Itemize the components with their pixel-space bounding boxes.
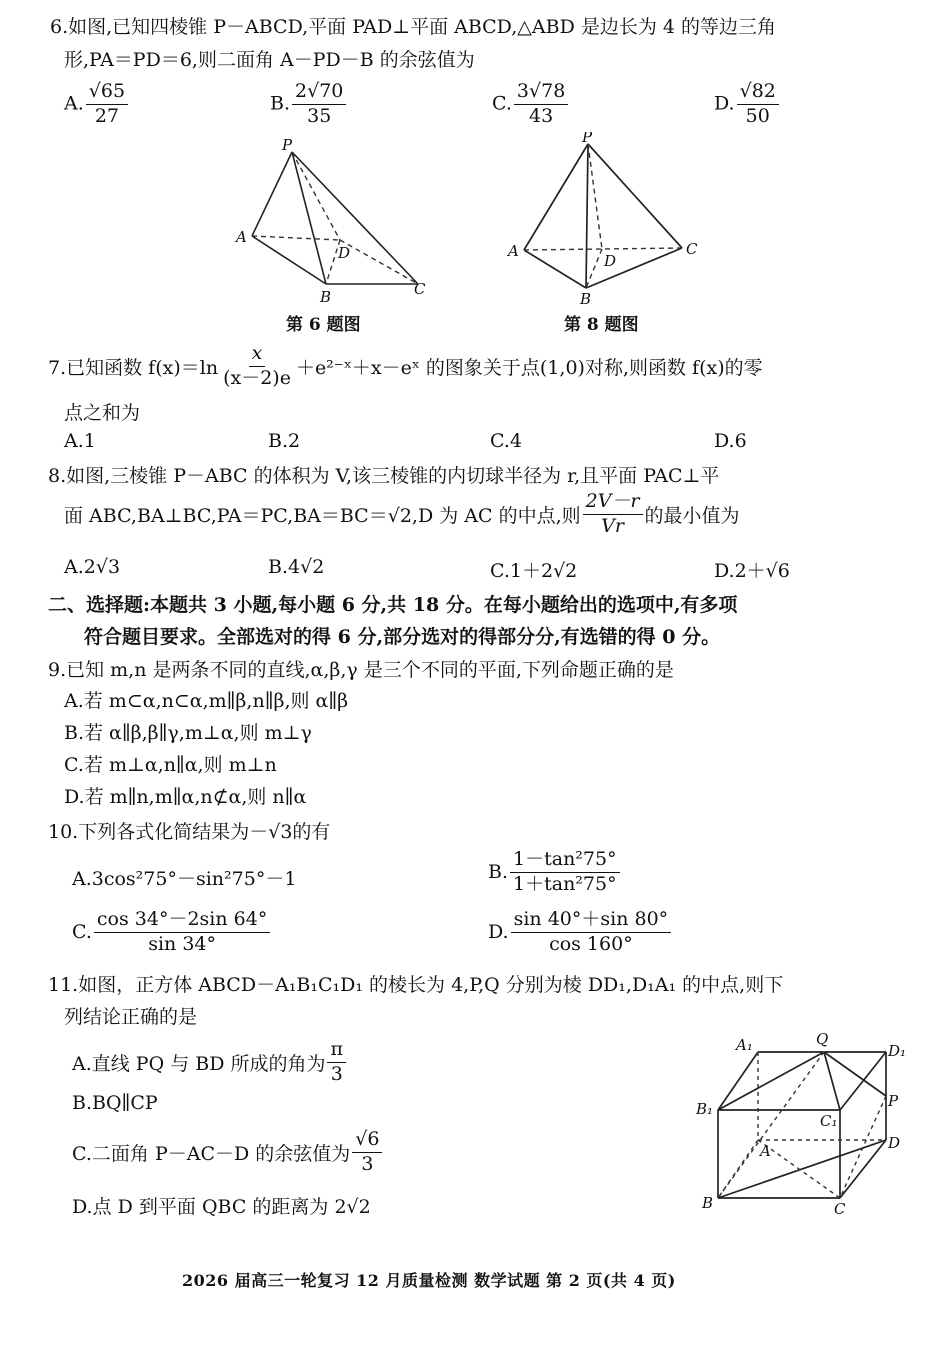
q10-option-b: B. $\frac{\text{1－tan²75°}}{\text{1＋tan²75°}}$ bbox=[488, 850, 622, 895]
q10-option-a: A.3cos²75°－sin²75°－1 bbox=[72, 868, 297, 890]
q11-fig-label-p: P bbox=[888, 1092, 899, 1110]
q11-option-b: B.BQ∥CP bbox=[72, 1092, 158, 1114]
q6-option-a: A. $\frac{√65}{27}$ bbox=[64, 82, 130, 127]
q11-stem-line2: 列结论正确的是 bbox=[64, 1006, 198, 1028]
q8-figure-caption: 第 8 题图 bbox=[564, 315, 639, 335]
page-footer: 2026 届高三一轮复习 12 月质量检测 数学试题 第 2 页(共 4 页) bbox=[182, 1271, 676, 1290]
q11-fig-label-a: A bbox=[760, 1142, 771, 1160]
q8-figure-pyramid bbox=[500, 132, 710, 312]
q11-fig-label-q: Q bbox=[816, 1030, 829, 1048]
q8-fig-label-c: C bbox=[686, 240, 698, 258]
q7-option-a: A.1 bbox=[64, 430, 96, 452]
q6-fig-label-b: B bbox=[320, 288, 332, 306]
q7-stem-line1: 7.已知函数 f(x)＝ln $\frac{x}{(x-2)e}$ ＋e²⁻ˣ＋x－eˣ 的图象关于点(1,0)对称,则函数 f(x)的零 bbox=[48, 342, 763, 389]
q11-fig-label-b1: B₁ bbox=[696, 1100, 714, 1118]
q11-option-c: C.二面角 P－AC－D 的余弦值为 $\frac{√6}{3}$ bbox=[72, 1130, 384, 1175]
q11-fig-label-c: C bbox=[834, 1200, 846, 1218]
q8-stem-line2: 面 ABC,BA⊥BC,PA＝PC,BA＝BC＝√2,D 为 AC 的中点,则 $\frac{2V-r}{Vr}$ 的最小值为 bbox=[64, 490, 740, 537]
q11-fig-label-a1: A₁ bbox=[736, 1036, 753, 1054]
q7-option-b: B.2 bbox=[268, 430, 301, 452]
q11-fig-label-d: D bbox=[888, 1134, 901, 1152]
q11-option-a: A.直线 PQ 与 BD 所成的角为 $\frac{\pi}{3}$ bbox=[72, 1040, 348, 1085]
q9-option-c: C.若 m⊥α,n∥α,则 m⊥n bbox=[64, 754, 277, 776]
q9-stem: 9.已知 m,n 是两条不同的直线,α,β,γ 是三个不同的平面,下列命题正确的是 bbox=[48, 659, 674, 681]
q6-option-d: D. $\frac{√82}{50}$ bbox=[714, 82, 781, 127]
q8-fig-label-p: P bbox=[582, 132, 593, 146]
section2-heading-line2: 符合题目要求。全部选对的得 6 分,部分选对的得部分分,有选错的得 0 分。 bbox=[84, 626, 721, 648]
q8-fig-label-b: B bbox=[580, 290, 592, 308]
q10-stem: 10.下列各式化简结果为－√3的有 bbox=[48, 821, 331, 843]
q8-fig-label-a: A bbox=[508, 242, 519, 260]
q6-fig-label-d: D bbox=[338, 244, 351, 262]
q6-fig-label-c: C bbox=[414, 280, 426, 298]
q9-option-a: A.若 m⊂α,n⊂α,m∥β,n∥β,则 α∥β bbox=[64, 690, 349, 712]
q10-option-d: D. $\frac{\sin 40^\circ+\sin 80^\circ}{\cos 160^\circ}$ bbox=[488, 910, 673, 955]
q11-fig-label-d1: D₁ bbox=[888, 1042, 907, 1060]
q6-figure-pyramid bbox=[230, 138, 440, 308]
q6-stem-line2: 形,PA＝PD＝6,则二面角 A－PD－B 的余弦值为 bbox=[64, 49, 475, 71]
q9-option-b: B.若 α∥β,β∥γ,m⊥α,则 m⊥γ bbox=[64, 722, 312, 744]
q8-option-d: D.2＋√6 bbox=[714, 560, 790, 582]
q8-stem-line1: 8.如图,三棱锥 P－ABC 的体积为 V,该三棱锥的内切球半径为 r,且平面 PAC⊥平 bbox=[48, 465, 720, 487]
q11-figure-cube bbox=[690, 1028, 920, 1224]
q10-option-c: C. $\frac{\cos 34^\circ-2\sin 64^\circ}{\sin 34^\circ}$ bbox=[72, 910, 272, 955]
q6-option-c: C. $\frac{3√78}{43}$ bbox=[492, 82, 570, 127]
q7-option-c: C.4 bbox=[490, 430, 522, 452]
q8-option-c: C.1＋2√2 bbox=[490, 560, 578, 582]
q11-option-d: D.点 D 到平面 QBC 的距离为 2√2 bbox=[72, 1196, 371, 1218]
q11-fig-label-c1: C₁ bbox=[820, 1112, 838, 1130]
q7-stem-line2: 点之和为 bbox=[64, 402, 141, 424]
q6-figure-caption: 第 6 题图 bbox=[286, 315, 361, 335]
q6-option-b: B. $\frac{2√70}{35}$ bbox=[270, 82, 348, 127]
q7-option-d: D.6 bbox=[714, 430, 747, 452]
q11-fig-label-b: B bbox=[702, 1194, 714, 1212]
q8-option-b: B.4√2 bbox=[268, 556, 325, 578]
q8-fig-label-d: D bbox=[604, 252, 617, 270]
q6-fig-label-a: A bbox=[236, 228, 247, 246]
q6-fig-label-p: P bbox=[282, 138, 293, 154]
q9-option-d: D.若 m∥n,m∥α,n⊄α,则 n∥α bbox=[64, 786, 307, 808]
q8-option-a: A.2√3 bbox=[64, 556, 121, 578]
section2-heading-line1: 二、选择题:本题共 3 小题,每小题 6 分,共 18 分。在每小题给出的选项中,有多项 bbox=[48, 594, 738, 616]
q11-stem-line1: 11.如图，正方体 ABCD－A₁B₁C₁D₁ 的棱长为 4,P,Q 分别为棱 DD₁,D₁A₁ 的中点,则下 bbox=[48, 974, 784, 996]
q6-stem-line1: 6.如图,已知四棱锥 P－ABCD,平面 PAD⊥平面 ABCD,△ABD 是边长为 4 的等边三角 bbox=[50, 16, 777, 38]
